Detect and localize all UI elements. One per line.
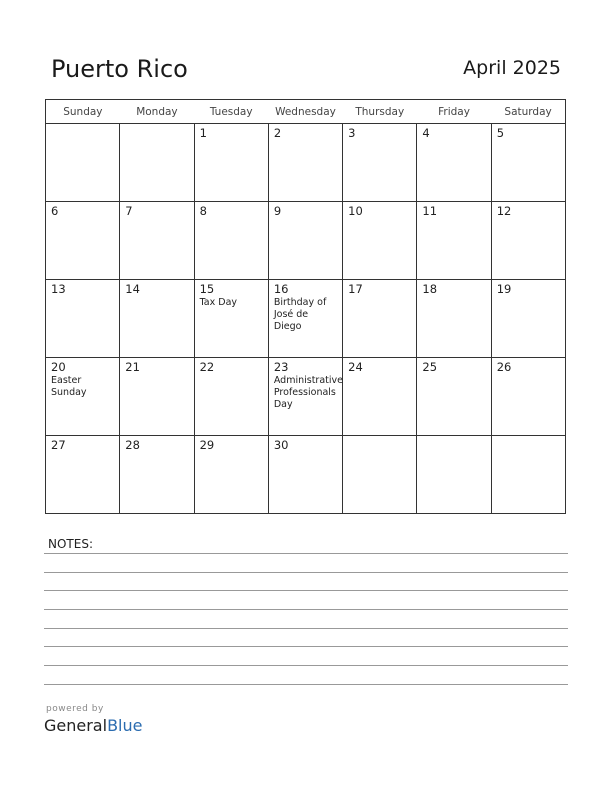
day-number: 6 bbox=[51, 204, 59, 218]
day-cell bbox=[46, 358, 120, 436]
day-cell bbox=[343, 124, 417, 202]
day-cell bbox=[120, 202, 194, 280]
holiday-label: Birthday of José de Diego bbox=[273, 297, 327, 332]
day-number: 18 bbox=[422, 282, 438, 296]
day-cell bbox=[194, 358, 268, 436]
day-cell bbox=[46, 202, 120, 280]
day-cell bbox=[120, 358, 194, 436]
day-number: 12 bbox=[496, 204, 512, 218]
day-number: 28 bbox=[125, 438, 140, 452]
day-cell bbox=[417, 124, 491, 202]
day-number: 13 bbox=[51, 282, 66, 296]
weekday-friday: Friday bbox=[417, 100, 491, 124]
brand-general: General bbox=[44, 716, 108, 735]
day-cell bbox=[120, 436, 194, 514]
day-number: 8 bbox=[199, 204, 207, 218]
calendar-grid bbox=[45, 99, 566, 514]
day-cell bbox=[417, 280, 491, 358]
weekday-tuesday: Tuesday bbox=[194, 100, 268, 124]
day-cell bbox=[268, 358, 342, 436]
day-number: 1 bbox=[199, 126, 207, 140]
day-cell bbox=[417, 202, 491, 280]
day-number: 10 bbox=[348, 204, 363, 218]
day-number: 15 bbox=[199, 282, 215, 296]
weekday-sunday: Sunday bbox=[46, 100, 120, 124]
week-row bbox=[46, 358, 566, 436]
note-line bbox=[44, 646, 568, 647]
day-cell bbox=[194, 124, 268, 202]
day-cell bbox=[343, 436, 417, 514]
week-row bbox=[46, 202, 566, 280]
day-number: 5 bbox=[496, 126, 505, 140]
note-line bbox=[44, 553, 568, 554]
day-number: 14 bbox=[125, 282, 140, 296]
day-number: 19 bbox=[496, 282, 512, 296]
note-line bbox=[44, 609, 568, 610]
note-line bbox=[44, 590, 568, 591]
day-number: 21 bbox=[125, 360, 140, 374]
day-number: 24 bbox=[348, 360, 363, 374]
day-number: 29 bbox=[199, 438, 215, 452]
day-number: 2 bbox=[273, 126, 282, 140]
week-row bbox=[46, 280, 566, 358]
holiday-label: Easter Sunday bbox=[51, 375, 87, 398]
weekday-header-row bbox=[46, 100, 566, 124]
day-number: 11 bbox=[422, 204, 438, 218]
day-cell bbox=[268, 436, 342, 514]
day-number: 22 bbox=[199, 360, 215, 374]
day-cell bbox=[194, 202, 268, 280]
weekday-thursday: Thursday bbox=[343, 100, 417, 124]
day-cell bbox=[343, 280, 417, 358]
month-year-title: April 2025 bbox=[463, 57, 561, 79]
day-cell bbox=[491, 436, 565, 514]
note-line bbox=[44, 572, 568, 573]
day-number: 20 bbox=[51, 360, 66, 374]
day-number: 27 bbox=[51, 438, 66, 452]
note-line bbox=[44, 628, 568, 629]
weekday-saturday: Saturday bbox=[491, 100, 565, 124]
day-cell bbox=[491, 202, 565, 280]
day-number: 26 bbox=[496, 360, 512, 374]
holiday-label: Administrative Professionals Day bbox=[273, 375, 343, 410]
week-row bbox=[46, 124, 566, 202]
day-cell bbox=[120, 280, 194, 358]
notes-label: NOTES: bbox=[48, 537, 93, 551]
brand-logo bbox=[44, 716, 142, 735]
day-cell bbox=[343, 358, 417, 436]
day-cell bbox=[46, 280, 120, 358]
note-line bbox=[44, 665, 568, 666]
week-row bbox=[46, 436, 566, 514]
day-cell bbox=[491, 280, 565, 358]
day-cell bbox=[46, 124, 120, 202]
day-cell bbox=[491, 358, 565, 436]
day-cell bbox=[194, 436, 268, 514]
day-number: 9 bbox=[273, 204, 282, 218]
day-cell bbox=[268, 124, 342, 202]
day-cell bbox=[343, 202, 417, 280]
brand-blue: Blue bbox=[107, 716, 143, 735]
weekday-wednesday: Wednesday bbox=[268, 100, 342, 124]
day-number: 17 bbox=[348, 282, 363, 296]
day-cell bbox=[417, 436, 491, 514]
day-cell bbox=[268, 202, 342, 280]
day-number: 4 bbox=[422, 126, 430, 140]
day-cell bbox=[46, 436, 120, 514]
day-cell bbox=[417, 358, 491, 436]
country-title: Puerto Rico bbox=[51, 55, 188, 83]
day-cell bbox=[194, 280, 268, 358]
day-number: 30 bbox=[273, 438, 289, 452]
day-number: 7 bbox=[125, 204, 133, 218]
day-number: 23 bbox=[273, 360, 289, 374]
powered-by-text: powered by bbox=[46, 704, 104, 714]
holiday-label: Tax Day bbox=[199, 297, 238, 308]
day-number: 3 bbox=[348, 126, 356, 140]
day-cell bbox=[491, 124, 565, 202]
weekday-monday: Monday bbox=[120, 100, 194, 124]
note-line bbox=[44, 684, 568, 685]
day-number: 25 bbox=[422, 360, 438, 374]
day-number: 16 bbox=[273, 282, 289, 296]
day-cell bbox=[120, 124, 194, 202]
day-cell bbox=[268, 280, 342, 358]
